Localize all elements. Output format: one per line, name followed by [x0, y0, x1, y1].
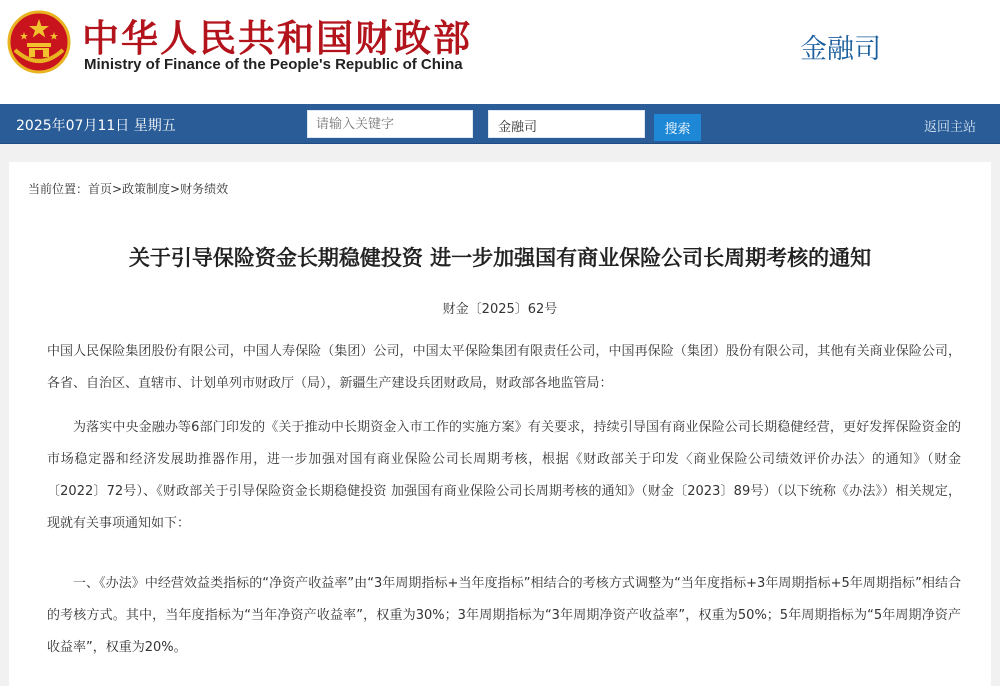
article-paragraph-addressees: 中国人民保险集团股份有限公司，中国人寿保险（集团）公司，中国太平保险集团有限责任公司，中国再保险（集团）股份有限公司，其他有关商业保险公司，各省、自治区、直辖市、计划单列市财政厅（局），新疆生产建设兵团财政局，财政部各地监管局：: [47, 344, 961, 391]
site-header: [0, 0, 1000, 104]
search-scope-select[interactable]: 金融司: [488, 110, 645, 138]
search-button[interactable]: 搜索: [654, 114, 701, 141]
top-nav-bar: [0, 104, 1000, 144]
site-title-en[interactable]: Ministry of Finance of the People's Republic of China: [84, 56, 463, 73]
national-emblem-icon[interactable]: [7, 10, 71, 74]
current-date: 2025年07月11日 星期五: [16, 118, 176, 134]
breadcrumb[interactable]: 当前位置：首页>政策制度>财务绩效: [28, 182, 229, 196]
article-paragraph-intro: 为落实中央金融办等6部门印发的《关于推动中长期资金入市工作的实施方案》有关要求，持续引导国有商业保险公司长期稳健经营，更好发挥保险资金的市场稳定器和经济发展助推器作用，进一步加强对国有商业保险公司长周期考核，根据《财政部关于印发〈商业保险公司绩效评价办法〉的通知》（财金〔2022〕72号）、《财政部关于引导保险资金长期稳健投资 加强国有商业保险公司长周期考核的通知》（财金〔2023〕89号）（以下统称《办法》）相关规定，现就有关事项通知如下：: [47, 420, 961, 531]
search-input[interactable]: [307, 110, 473, 138]
article-paragraph-item-1: 一、《办法》中经营效益类指标的“净资产收益率”由“3年周期指标+当年度指标”相结合的考核方式调整为“当年度指标+3年周期指标+5年周期指标”相结合的考核方式。其中，当年度指标为“当年净资产收益率”，权重为30%；3年周期指标为“3年周期净资产收益率”，权重为50%；5年周期指标为“5年周期净资产收益率”，权重为20%。: [47, 576, 961, 655]
document-number: 财金〔2025〕62号: [442, 302, 558, 317]
article-panel: [9, 162, 991, 686]
article-title: 关于引导保险资金长期稳健投资 进一步加强国有商业保险公司长周期考核的通知: [128, 246, 872, 270]
department-name[interactable]: 金融司: [800, 34, 881, 65]
site-title-cn[interactable]: 中华人民共和国财政部: [82, 17, 472, 60]
return-home-link[interactable]: 返回主站: [924, 120, 977, 135]
